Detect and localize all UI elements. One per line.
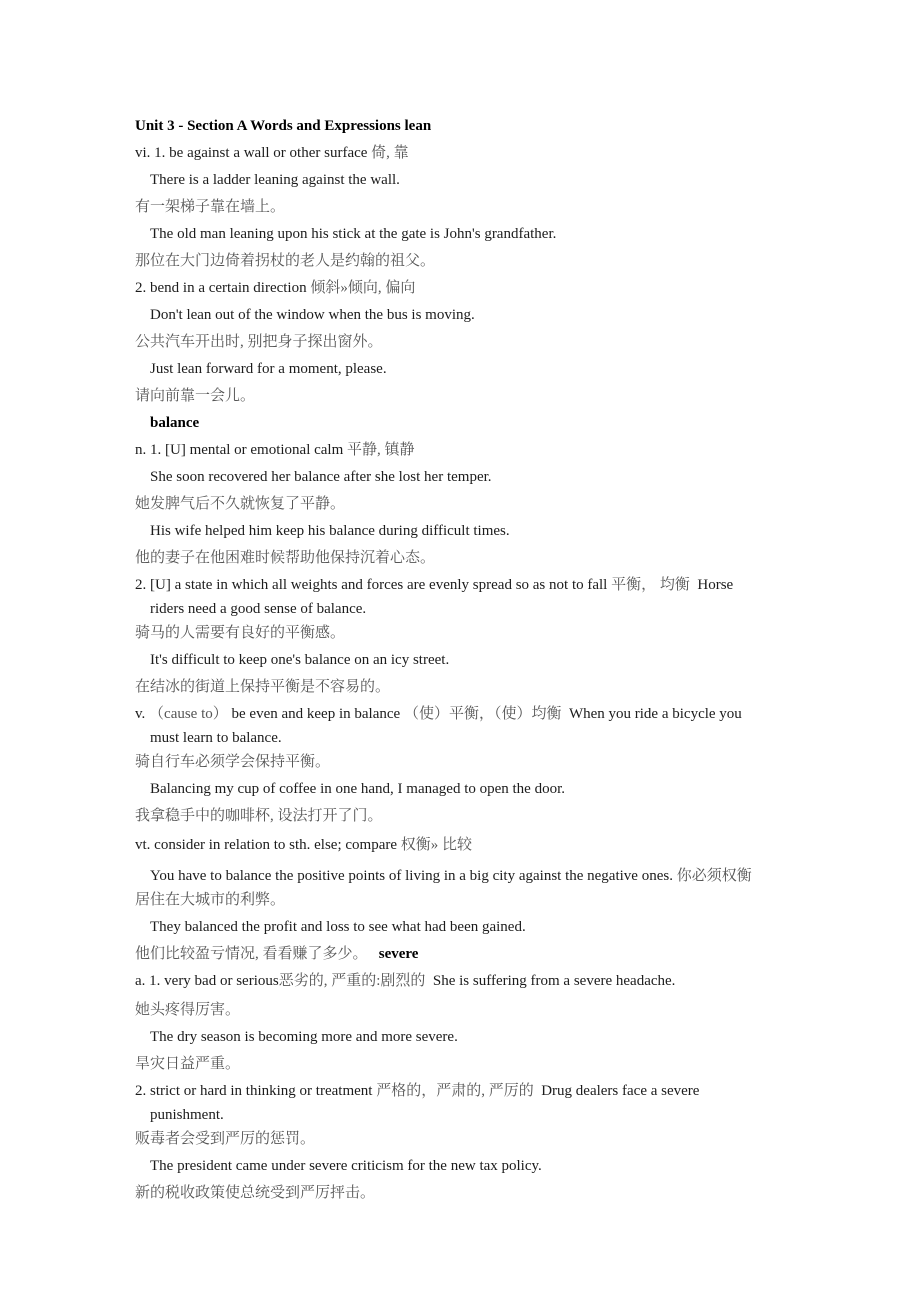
- chinese-text-run: 新的税收政策使总统受到严厉抨击。: [135, 1185, 376, 1201]
- english-text-run: 2. strict or hard in thinking or treatment: [135, 1083, 377, 1099]
- chinese-text-run: 旱灾日益严重。: [135, 1056, 241, 1072]
- doc-line: [135, 491, 865, 518]
- bold-text-run: balance: [150, 415, 200, 431]
- english-text-run: a. 1. very bad or serious: [135, 973, 279, 989]
- chinese-text-run: 倾斜»倾向, 偏向: [310, 280, 416, 296]
- doc-line: [135, 302, 865, 329]
- english-text-run: 2. [U] a state in which all weights and forces are evenly spread so as not to fall: [135, 577, 612, 593]
- chinese-text-run: 请向前靠一会儿。: [135, 388, 256, 404]
- chinese-text-run: 有一架梯子靠在墙上。: [135, 199, 286, 215]
- english-text-run: She is suffering from a severe headache.: [425, 973, 676, 989]
- doc-line: [135, 140, 865, 167]
- doc-line: [135, 518, 865, 545]
- english-text-run: [368, 946, 379, 962]
- bold-text-run: severe: [378, 946, 419, 962]
- chinese-text-run: 恶劣的, 严重的:剧烈的: [278, 973, 426, 989]
- chinese-text-run: （使）平衡，（使）均衡: [403, 706, 562, 722]
- english-text-run: n. 1. [U] mental or emotional calm: [135, 442, 348, 458]
- doc-line: [135, 1102, 865, 1129]
- english-text-run: Horse: [689, 577, 734, 593]
- bold-text-run: Unit 3 - Section A Words and Expressions lean: [135, 118, 432, 134]
- chinese-text-run: 骑自行车必须学会保持平衡。: [135, 754, 331, 770]
- chinese-text-run: 在结冰的街道上保持平衡是不容易的。: [135, 679, 391, 695]
- english-text-run: She soon recovered her balance after she lost her temper.: [150, 469, 492, 485]
- english-text-run: The dry season is becoming more and more severe.: [150, 1029, 458, 1045]
- chinese-text-run: 他的妻子在他困难时候帮助他保持沉着心态。: [135, 550, 436, 566]
- doc-line: [135, 997, 865, 1024]
- doc-line: [135, 674, 865, 701]
- english-text-run: must learn to balance.: [150, 730, 282, 746]
- english-text-run: When you ride a bicycle you: [561, 706, 742, 722]
- doc-line: [135, 275, 865, 302]
- chinese-text-run: 骑马的人需要有良好的平衡感。: [135, 625, 346, 641]
- chinese-text-run: 公共汽车开出时, 别把身子探出窗外。: [135, 334, 383, 350]
- chinese-text-run: 倚, 靠: [371, 145, 409, 161]
- chinese-text-run: 居住在大城市的利弊。: [135, 892, 286, 908]
- english-text-run: 2. bend in a certain direction: [135, 280, 311, 296]
- chinese-text-run: 她发脾气后不久就恢复了平静。: [135, 496, 346, 512]
- english-text-run: vt. consider in relation to sth. else; compare: [135, 837, 401, 853]
- doc-line: [135, 887, 865, 914]
- doc-line: [135, 437, 865, 464]
- chinese-text-run: 他们比较盈亏情况, 看看赚了多少。: [135, 946, 368, 962]
- doc-line: [135, 356, 865, 383]
- doc-line: [135, 410, 865, 437]
- doc-line: [135, 701, 865, 728]
- doc-line: [135, 596, 865, 623]
- chinese-text-run: 你必须权衡: [676, 868, 752, 884]
- english-text-run: They balanced the profit and loss to see what had been gained.: [150, 919, 526, 935]
- chinese-text-run: 那位在大门边倚着拐杖的老人是约翰的祖父。: [135, 253, 436, 269]
- english-text-run: It's difficult to keep one's balance on an icy street.: [150, 652, 450, 668]
- doc-line: [135, 167, 865, 194]
- doc-line: [135, 749, 865, 776]
- english-text-run: punishment.: [150, 1107, 224, 1123]
- chinese-text-run: 权衡» 比较: [400, 837, 473, 853]
- doc-line: [135, 914, 865, 941]
- english-text-run: His wife helped him keep his balance during difficult times.: [150, 523, 510, 539]
- chinese-text-run: 平衡， 均衡: [611, 577, 690, 593]
- doc-line: [135, 1153, 865, 1180]
- english-text-run: The old man leaning upon his stick at the gate is John's grandfather.: [150, 226, 557, 242]
- doc-line: [135, 968, 865, 995]
- doc-line: [135, 1078, 865, 1105]
- english-text-run: Just lean forward for a moment, please.: [150, 361, 387, 377]
- doc-line: [135, 725, 865, 752]
- english-text-run: Don't lean out of the window when the bus is moving.: [150, 307, 475, 323]
- doc-line: [135, 221, 865, 248]
- chinese-text-run: 我拿稳手中的咖啡杯, 设法打开了门。: [135, 808, 383, 824]
- doc-line: [135, 776, 865, 803]
- english-text-run: vi. 1. be against a wall or other surface: [135, 145, 372, 161]
- document-title: [135, 113, 865, 140]
- doc-line: [135, 545, 865, 572]
- doc-line: [135, 1180, 865, 1207]
- doc-line: [135, 383, 865, 410]
- doc-line: [135, 941, 865, 968]
- doc-line: [135, 832, 865, 859]
- doc-line: [135, 1051, 865, 1078]
- chinese-text-run: 她头疼得厉害。: [135, 1002, 241, 1018]
- chinese-text-run: 平静, 镇静: [347, 442, 415, 458]
- doc-line: [135, 1126, 865, 1153]
- doc-line: [135, 803, 865, 830]
- chinese-text-run: （cause to）: [149, 706, 228, 722]
- english-text-run: Drug dealers face a severe: [533, 1083, 700, 1099]
- doc-line: [135, 329, 865, 356]
- doc-line: [135, 464, 865, 491]
- doc-line: [135, 248, 865, 275]
- chinese-text-run: 贩毒者会受到严厉的惩罚。: [135, 1131, 316, 1147]
- english-text-run: The president came under severe criticism for the new tax policy.: [150, 1158, 542, 1174]
- doc-line: [135, 194, 865, 221]
- document-body: [135, 113, 865, 1207]
- english-text-run: You have to balance the positive points of living in a big city against the negative ones.: [150, 868, 677, 884]
- english-text-run: Balancing my cup of coffee in one hand, I managed to open the door.: [150, 781, 566, 797]
- english-text-run: riders need a good sense of balance.: [150, 601, 367, 617]
- english-text-run: v.: [135, 706, 150, 722]
- chinese-text-run: 严格的，严肃的, 严厉的: [376, 1083, 534, 1099]
- doc-line: [135, 620, 865, 647]
- doc-line: [135, 1024, 865, 1051]
- english-text-run: There is a ladder leaning against the wall.: [150, 172, 400, 188]
- doc-line: [135, 647, 865, 674]
- doc-line: [135, 863, 865, 890]
- english-text-run: be even and keep in balance: [227, 706, 404, 722]
- doc-line: [135, 572, 865, 599]
